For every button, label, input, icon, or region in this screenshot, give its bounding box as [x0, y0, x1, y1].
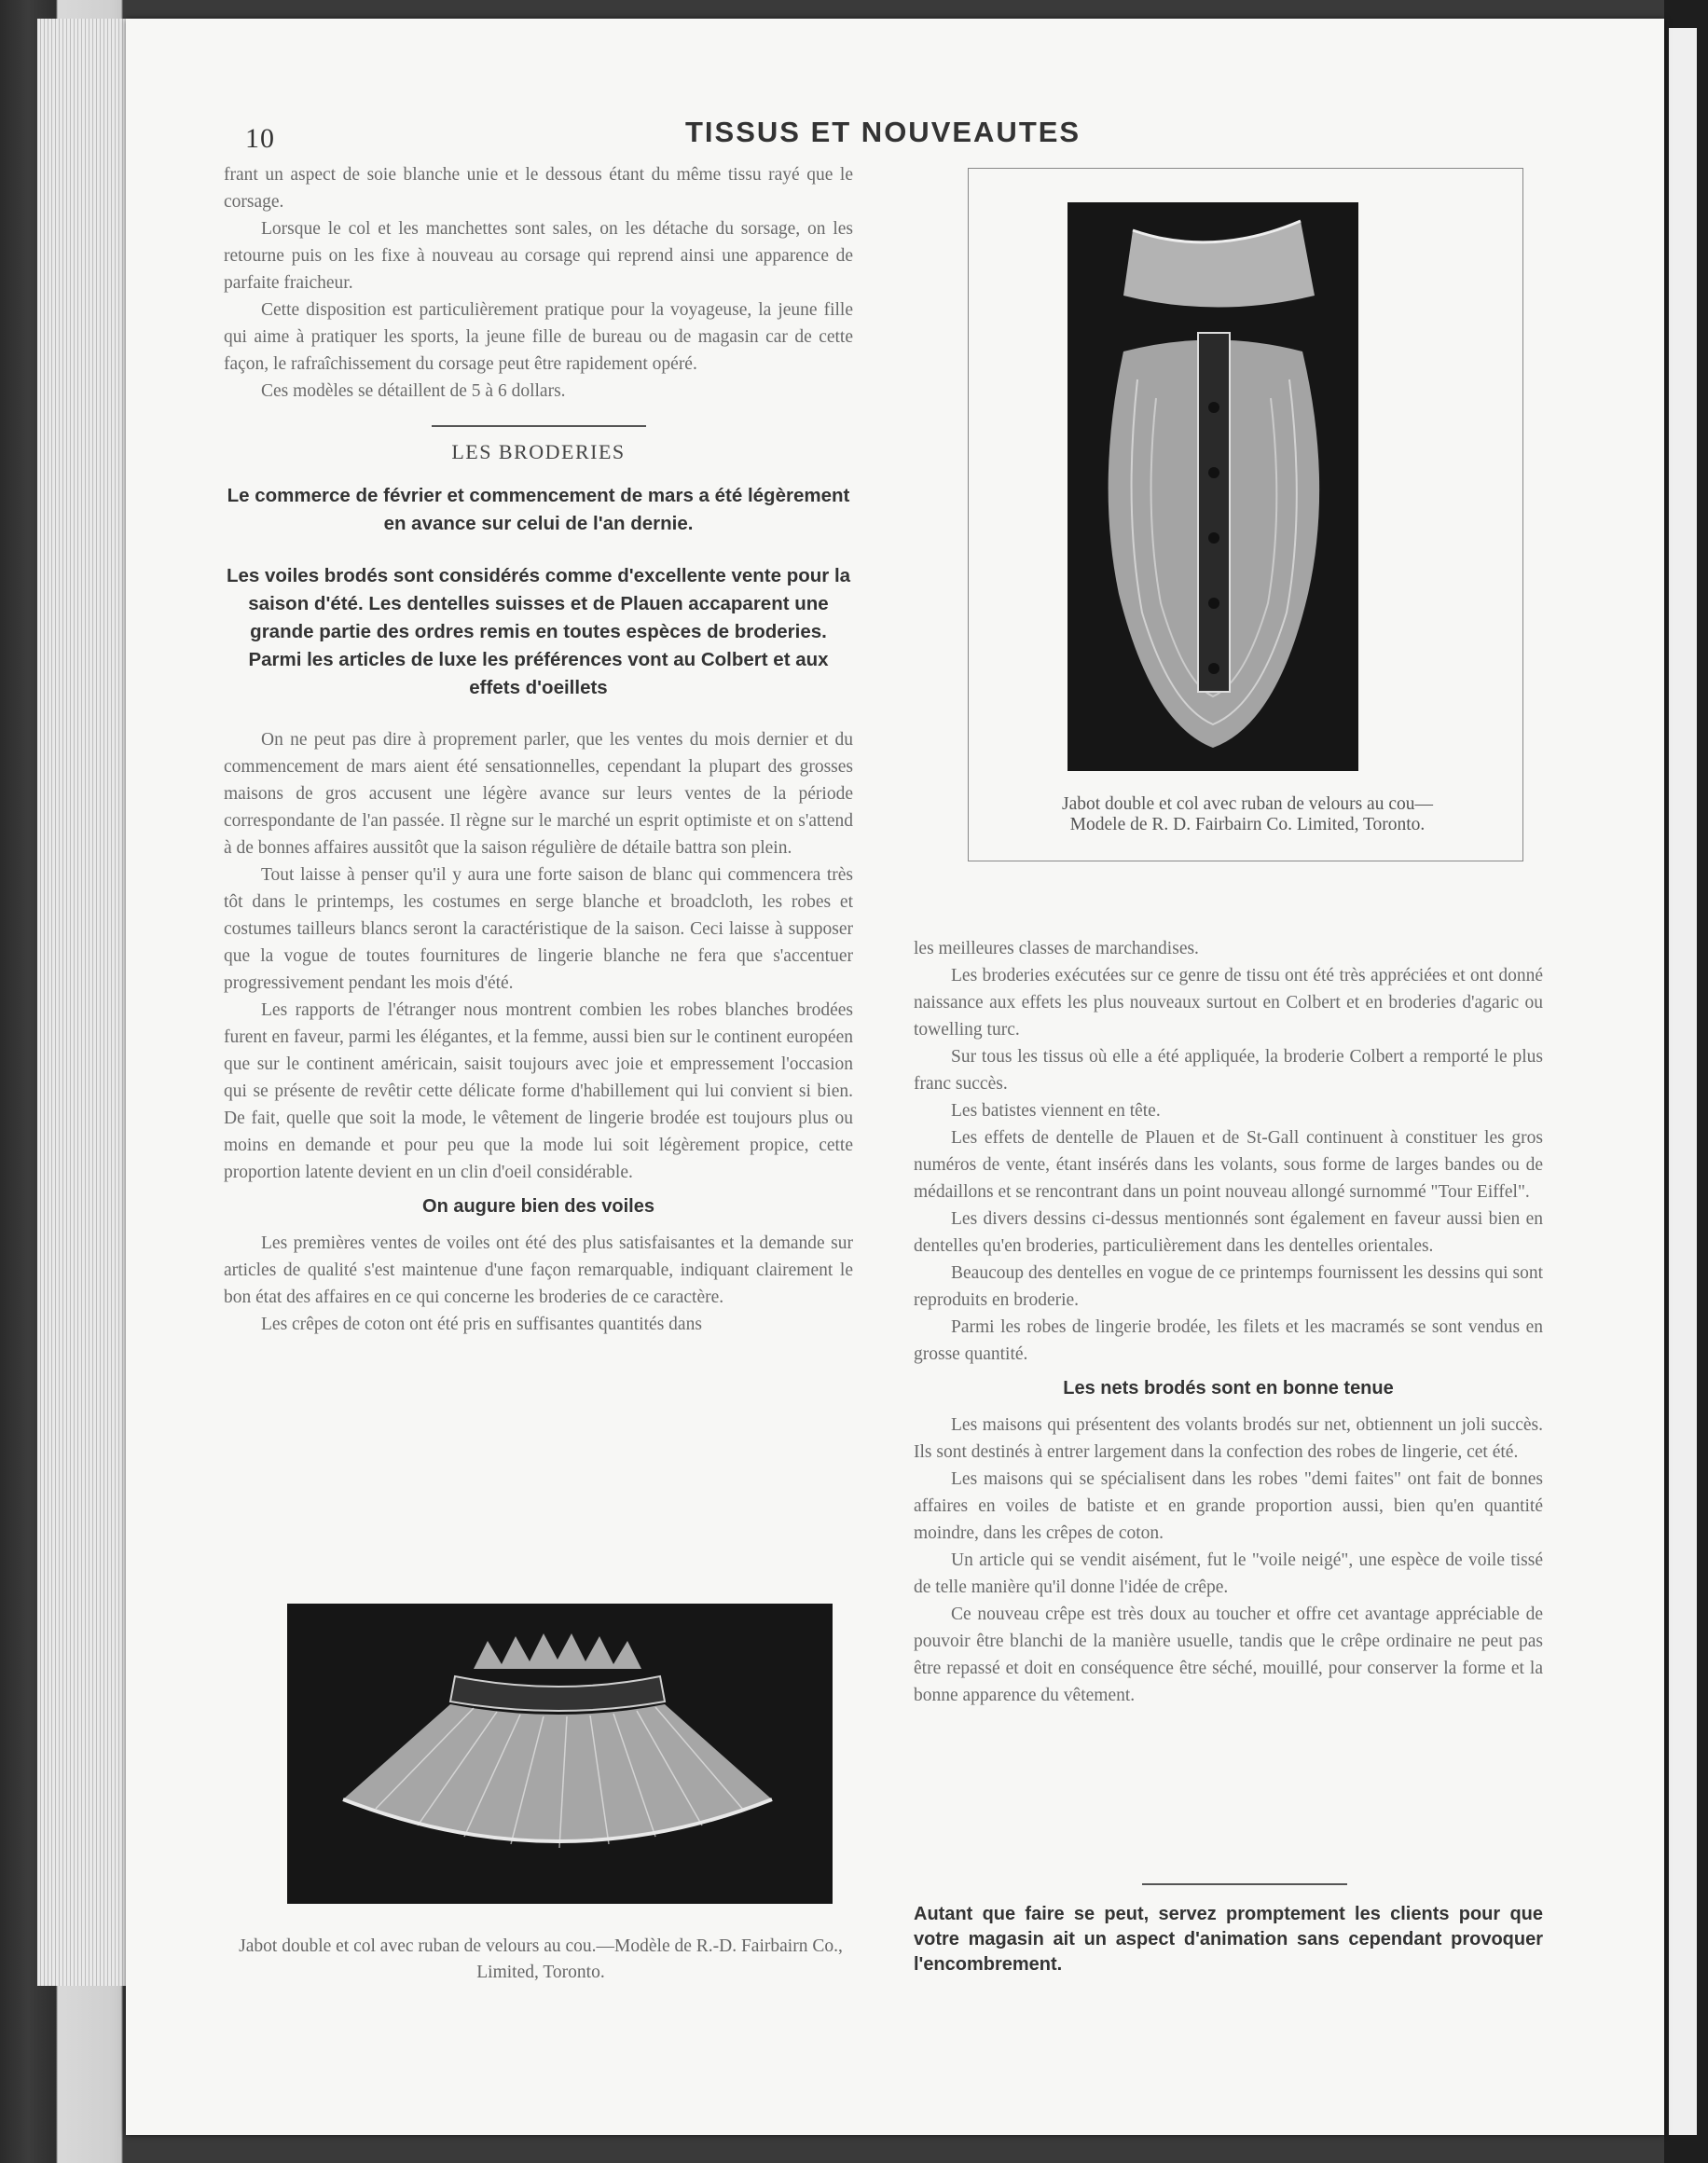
- paragraph: Les maisons qui se spécialisent dans les robes "demi faites" ont fait de bonnes affaires en voiles de batiste et en grande proportion aussi, bien qu'en quantité moindre, dans les crêpes de coton.: [914, 1469, 1543, 1543]
- paragraph: frant un aspect de soie blanche unie et le dessous étant du même tissu rayé que le corsage.: [224, 165, 853, 212]
- paragraph: Les maisons qui présentent des volants brodés sur net, obtiennent un joli succès. Ils sont destinés à entrer largement dans la confection des robes de lingerie, cet été.: [914, 1415, 1543, 1462]
- paragraph: Parmi les robes de lingerie brodée, les filets et les macramés se sont vendus en grosse quantité.: [914, 1317, 1543, 1364]
- paragraph: Les batistes viennent en tête.: [951, 1101, 1161, 1121]
- paragraph: Les premières ventes de voiles ont été des plus satisfaisantes et la demande sur articles de qualité s'est maintenue d'une façon remarquable, indiquant clairement le bon état des affaires en ce qui concerne les broderies de ce caractère.: [224, 1233, 853, 1307]
- collar-illustration: [287, 1604, 833, 1904]
- paragraph: Beaucoup des dentelles en vogue de ce printemps fournissent les dessins qui sont reproduits en broderie.: [914, 1263, 1543, 1310]
- paragraph: Les effets de dentelle de Plauen et de St-Gall continuent à constituer les gros numéros de vente, étant insérés dans les volants, sous forme de larges bandes ou de médaillons et se rencontrant dans un point nouveau allongé surnommé "Tour Eiffel".: [914, 1128, 1543, 1202]
- paragraph: Tout laisse à penser qu'il y aura une forte saison de blanc qui commencera très tôt dans le printemps, les costumes en serge blanche et broadcloth, les robes et costumes tailleurs blancs seront la caractéristique de la saison. Ceci laisse à supposer que la vogue de toutes fournitures de lingerie blanche ne fera que s'accentuer progressivement pendant les mois d'été.: [224, 865, 853, 993]
- paragraph: On ne peut pas dire à proprement parler, que les ventes du mois dernier et du commencement de mars aient été sensationnelles, cependant la plupart des grosses maisons de gros accusent une légère avance sur leurs ventes de la période correspondante de l'an passée. Il règne sur le marché un esprit optimiste et on s'attend à de bonnes affaires aussitôt que la saison régulière de détaile battra son plein.: [224, 730, 853, 858]
- paragraph: les meilleures classes de marchandises.: [914, 939, 1199, 958]
- paragraph: Les divers dessins ci-dessus mentionnés sont également en faveur aussi bien en dentelles qu'en broderies, particulièrement dans les dentelles orientales.: [914, 1209, 1543, 1256]
- paragraph: Les broderies exécutées sur ce genre de tissu ont été très appréciées et ont donné naissance aux effets les plus nouveaux surtout en Colbert et en broderies d'agaric ou towelling turc.: [914, 966, 1543, 1040]
- jabot-illustration: [1068, 202, 1358, 771]
- left-column: [224, 161, 853, 1338]
- closing-note: Autant que faire se peut, servez promptement les clients pour que votre magasin ait un aspect d'animation sans cependant provoquer l'encombrement.: [914, 1904, 1543, 1975]
- paragraph: Ces modèles se détaillent de 5 à 6 dollars.: [261, 381, 566, 401]
- paragraph: Lorsque le col et les manchettes sont sales, on les détache du sorsage, on les retourne puis on les fixe à nouveau au corsage qui reprend ainsi une apparence de parfaite fraicheur.: [224, 219, 853, 293]
- figure-caption: Jabot double et col avec ruban de velours au cou.—Modèle de R.-D. Fairbairn Co., Limited, Toronto.: [239, 1936, 843, 1982]
- paragraph: Les crêpes de coton ont été pris en suffisantes quantités dans: [261, 1315, 702, 1334]
- jabot-photo: [1068, 202, 1358, 771]
- subheading: Les nets brodés sont en bonne tenue: [1063, 1378, 1394, 1398]
- section-deck: Les voiles brodés sont considérés comme d'excellente vente pour la saison d'été. Les dentelles suisses et de Plauen accaparent une grande partie des ordres remis en toutes espèces de broderies. Parmi les articles de luxe les préférences vont au Colbert et aux effets d'oeillets: [226, 565, 851, 698]
- next-page-edge: [1669, 28, 1697, 2135]
- right-column: [914, 935, 1543, 1709]
- subheading: On augure bien des voiles: [422, 1196, 654, 1217]
- running-head: TISSUS ET NOUVEAUTES: [685, 116, 1081, 148]
- magazine-page: [126, 19, 1664, 2135]
- collar-photo: [287, 1604, 833, 1904]
- section-deck: Le commerce de février et commencement de mars a été légèrement en avance sur celui de l'an dernie.: [227, 485, 850, 534]
- paragraph: Ce nouveau crêpe est très doux au toucher et offre cet avantage appréciable de pouvoir être blanchi de la manière usuelle, tandis que le crêpe ordinaire ne peut pas être repassé et doit en conséquence être séché, mouillé, pour conserver la forme et la bonne apparence du vêtement.: [914, 1605, 1543, 1705]
- section-title: LES BRODERIES: [451, 440, 626, 463]
- section-rule: [432, 425, 646, 427]
- paragraph: Les rapports de l'étranger nous montrent combien les robes blanches brodées furent en faveur, parmi les élégantes, et la femme, aussi bien sur le continent européen que sur le continent américain, saisit toujours avec joie et empressement l'occasion qui se présente de revêtir cette délicate forme d'habillement qui lui convient si bien. De fait, quelle que soit la mode, le vêtement de lingerie brodée est toujours plus ou moins en demande et pour peu que la mode lui soit légèrement propice, cette proportion latente devient en un clin d'oeil considérable.: [224, 1000, 853, 1182]
- page-number: 10: [245, 123, 275, 154]
- paragraph: Sur tous les tissus où elle a été appliquée, la broderie Colbert a remporté le plus franc succès.: [914, 1047, 1543, 1094]
- closing-rule: [1142, 1883, 1347, 1885]
- paragraph: Cette disposition est particulièrement pratique pour la voyageuse, la jeune fille qui aime à pratiquer les sports, la jeune fille de bureau ou de magasin car de cette façon, le rafraîchissement du corsage peut être rapidement opéré.: [224, 300, 853, 374]
- stacked-page-edges: [37, 19, 126, 1986]
- figure-caption: Jabot double et col avec ruban de velours au cou—Modele de R. D. Fairbairn Co. Limited, Toronto.: [1062, 794, 1433, 834]
- paragraph: Un article qui se vendit aisément, fut le "voile neigé", une espèce de voile tissé de telle manière qu'il donne l'idée de crêpe.: [914, 1550, 1543, 1597]
